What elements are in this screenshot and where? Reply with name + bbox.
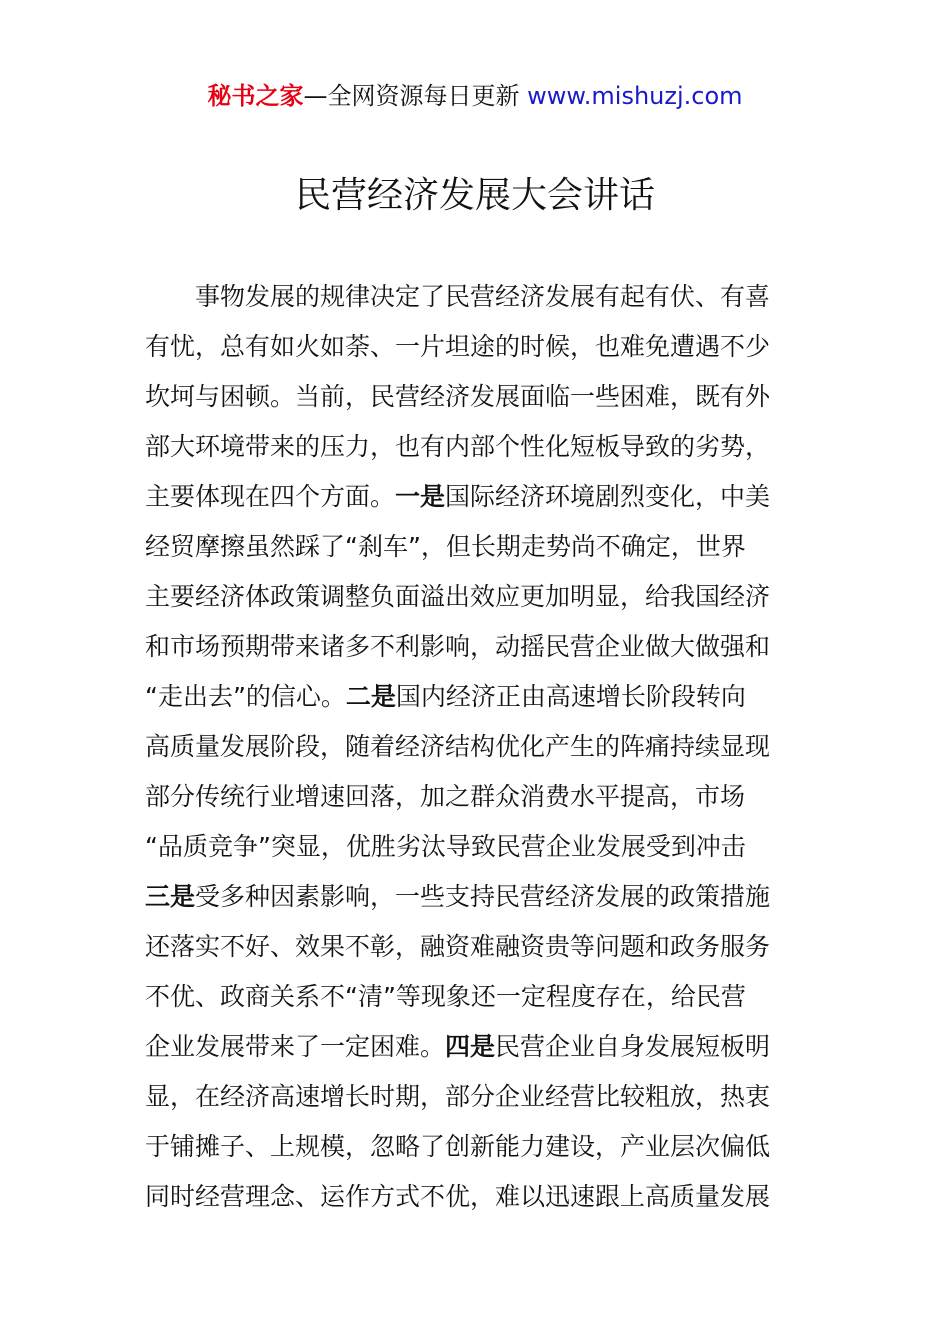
point-marker: 三是 <box>145 882 196 911</box>
text-segment: 部大环境带来的压力，也有内部个性化短板导致的劣势， <box>145 432 771 461</box>
text-segment: “品质竞争”突显，优胜劣汰导致民营企业发展受到冲击 <box>145 832 746 861</box>
paragraph-line <box>145 422 815 472</box>
text-segment: 坎坷与困顿。当前，民营经济发展面临一些困难，既有外 <box>145 382 771 411</box>
paragraph-line <box>145 1122 815 1172</box>
text-segment: 和市场预期带来诸多不利影响，动摇民营企业做大做强和 <box>145 632 771 661</box>
paragraph-line <box>145 772 815 822</box>
paragraph-line <box>145 822 815 872</box>
paragraph-line <box>145 872 815 922</box>
text-segment: 民营企业自身发展短板明 <box>495 1032 771 1061</box>
text-segment: 有忧，总有如火如荼、一片坦途的时候，也难免遭遇不少 <box>145 332 771 361</box>
paragraph-line <box>145 1022 815 1072</box>
paragraph-line <box>145 472 815 522</box>
paragraph-line <box>145 722 815 772</box>
text-segment: 主要经济体政策调整负面溢出效应更加明显，给我国经济 <box>145 582 771 611</box>
text-segment: 同时经营理念、运作方式不优，难以迅速跟上高质量发展 <box>145 1182 771 1211</box>
body-paragraph <box>145 272 815 1222</box>
site-url-link[interactable]: www.mishuzj.com <box>527 82 743 110</box>
paragraph-line <box>145 972 815 1022</box>
paragraph-line <box>145 672 815 722</box>
paragraph-line <box>145 1172 815 1222</box>
text-segment: 于铺摊子、上规模，忽略了创新能力建设，产业层次偏低 <box>145 1132 771 1161</box>
paragraph-line <box>145 922 815 972</box>
text-segment: 经贸摩擦虽然踩了“刹车”，但长期走势尚不确定，世界 <box>145 532 746 561</box>
site-brand: 秘书之家 <box>207 82 304 110</box>
text-segment: 国际经济环境剧烈变化，中美 <box>445 482 771 511</box>
point-marker: 四是 <box>445 1032 496 1061</box>
paragraph-line <box>145 622 815 672</box>
point-marker: 一是 <box>395 482 446 511</box>
paragraph-line <box>145 522 815 572</box>
document-title: 民营经济发展大会讲话 <box>294 175 655 216</box>
paragraph-line <box>145 572 815 622</box>
text-segment: 事物发展的规律决定了民营经济发展有起有伏、有喜 <box>195 282 771 311</box>
text-segment: 不优、政商关系不“清”等现象还一定程度存在，给民营 <box>145 982 746 1011</box>
text-segment: 受多种因素影响，一些支持民营经济发展的政策措施 <box>195 882 771 911</box>
site-tagline: —全网资源每日更新 <box>303 82 520 110</box>
text-segment: 显，在经济高速增长时期，部分企业经营比较粗放，热衷 <box>145 1082 771 1111</box>
point-marker: 二是 <box>345 682 396 711</box>
text-segment: 高质量发展阶段，随着经济结构优化产生的阵痛持续显现 <box>145 732 771 761</box>
paragraph-line <box>145 272 815 322</box>
text-segment: 主要体现在四个方面。 <box>145 482 396 511</box>
paragraph-line <box>145 372 815 422</box>
paragraph-line <box>145 1072 815 1122</box>
paragraph-line <box>145 322 815 372</box>
text-segment: 还落实不好、效果不彰，融资难融资贵等问题和政务服务 <box>145 932 771 961</box>
text-segment: 企业发展带来了一定困难。 <box>145 1032 446 1061</box>
text-segment: 部分传统行业增速回落，加之群众消费水平提高，市场 <box>145 782 746 811</box>
text-segment: 国内经济正由高速增长阶段转向 <box>395 682 746 711</box>
site-header <box>0 80 950 112</box>
text-segment: “走出去”的信心。 <box>145 682 346 711</box>
